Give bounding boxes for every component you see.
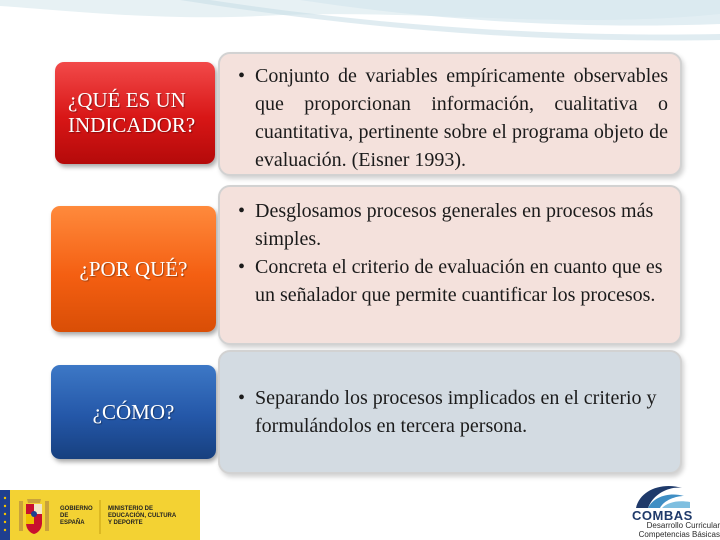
definition-bullet: • Conjunto de variables empíricamente observables que proporcionan información, cualitativa o cuantitativa, pertinente sobre el programa objeto de evaluación. (Eisner 1993). [238,62,668,174]
why-bullet-2: • Concreta el criterio de evaluación en cuanto que es un señalador que permite cuantificar los procesos. [238,253,664,309]
label-what-is-indicator [55,62,215,164]
definition-panel [218,52,682,176]
combas-brand-line-2: Competencias Básicas [638,530,720,539]
combas-brand-line-1: Desarrollo Curricular [646,521,720,530]
combas-logo-icon [632,482,702,510]
why-bullet-1: • Desglosamos procesos generales en procesos más simples. [238,197,664,253]
how-bullet: • Separando los procesos implicados en el criterio y formulándolos en tercera persona. [238,384,664,440]
label-what-is-indicator-text: ¿QUÉ ES UN INDICADOR? [68,88,196,137]
spain-coat-of-arms-icon [14,495,54,539]
combas-brand-name: COMBAS [632,508,693,523]
label-how [51,365,216,459]
combas-brand-subtitle [616,521,720,539]
why-panel [218,185,682,345]
label-why [51,206,216,332]
top-wave-decoration [0,0,720,60]
government-label: GOBIERNO DE ESPAÑA [60,506,93,526]
label-why-text: ¿POR QUÉ? [79,256,188,281]
label-how-text: ¿CÓMO? [92,399,175,424]
ministry-label: MINISTERIO DE EDUCACIÓN, CULTURA Y DEPORTE [108,506,176,526]
how-panel [218,350,682,474]
